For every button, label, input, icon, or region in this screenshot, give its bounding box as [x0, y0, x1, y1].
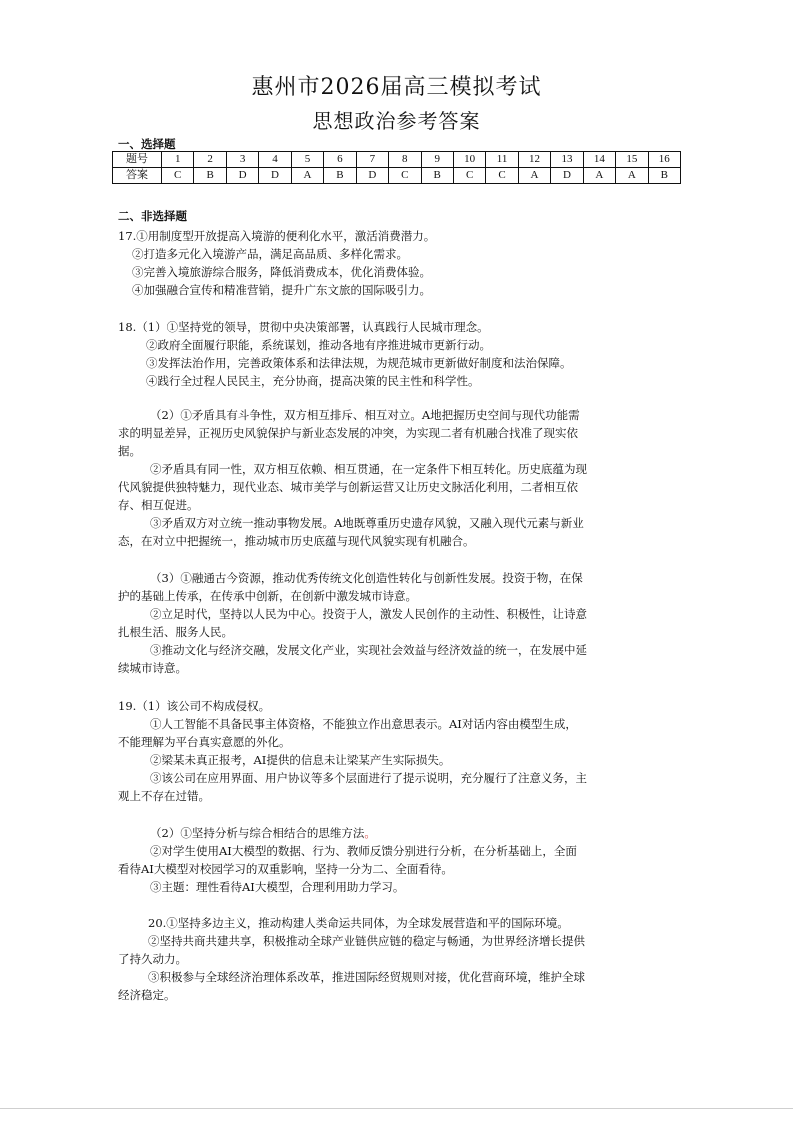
section-heading-nonchoice: 二、非选择题	[118, 209, 187, 223]
question-number: 8	[389, 152, 421, 168]
question-number: 1	[162, 152, 194, 168]
question-number: 16	[648, 152, 680, 168]
question-number: 6	[324, 152, 356, 168]
text-line: 代风貌提供独特魅力，现代业态、城市美学与创新运营又让历史文脉活化利用，二者相互依	[118, 480, 578, 494]
text-line: ③完善入境旅游综合服务，降低消费成本，优化消费体验。	[132, 265, 431, 279]
text-line: ④加强融合宣传和精准营销，提升广东文旅的国际吸引力。	[132, 283, 431, 297]
text-line: ③该公司在应用界面、用户协议等多个层面进行了提示说明，充分履行了注意义务，主	[150, 771, 587, 785]
table-row-numbers	[113, 152, 681, 168]
question-number: 4	[259, 152, 291, 168]
question-number: 13	[551, 152, 583, 168]
text-line: ①人工智能不具备民事主体资格，不能独立作出意思表示。AI对话内容由模型生成，	[150, 717, 577, 731]
question-number: 15	[616, 152, 648, 168]
question-number: 2	[194, 152, 226, 168]
question-number: 11	[486, 152, 518, 168]
answer-cell: D	[226, 168, 258, 184]
q19-2-heading: （2）①坚持分析与综合相结合的思维方法	[150, 826, 365, 840]
text-line: （2）①矛盾具有斗争性，双方相互排斥、相互对立。A地把握历史空间与现代功能需	[150, 408, 580, 422]
document-title: 惠州市2026届高三模拟考试	[251, 75, 542, 100]
answer-cell: D	[551, 168, 583, 184]
text-line: 据。	[118, 444, 141, 458]
text-line: ②打造多元化入境游产品，满足高品质、多样化需求。	[132, 247, 408, 261]
answer-cell: C	[453, 168, 485, 184]
text-line: ②矛盾具有同一性，双方相互依赖、相互贯通，在一定条件下相互转化。历史底蕴为现	[150, 462, 587, 476]
answer-cell: A	[518, 168, 550, 184]
text-line: ④践行全过程人民民主，充分协商，提高决策的民主性和科学性。	[146, 374, 480, 388]
text-line: 续城市诗意。	[118, 661, 187, 675]
page-bottom-divider	[0, 1108, 793, 1109]
answer-cell: A	[616, 168, 648, 184]
text-line: ③发挥法治作用，完善政策体系和法律法规，为规范城市更新做好制度和法治保障。	[146, 356, 572, 370]
question-number: 3	[226, 152, 258, 168]
question-number: 10	[453, 152, 485, 168]
text-line: 不能理解为平台真实意愿的外化。	[118, 735, 291, 749]
text-line: 看待AI大模型对校园学习的双重影响，坚持一分为二、全面看待。	[118, 862, 453, 876]
text-line: ②梁某未真正报考，AI提供的信息未让梁某产生实际损失。	[150, 753, 451, 767]
answer-cell: D	[356, 168, 388, 184]
text-line: 了持久动力。	[118, 952, 187, 966]
text-line: ③积极参与全球经济治理体系改革，推进国际经贸规则对接，优化营商环境，维护全球	[148, 970, 585, 984]
text-line: ②政府全面履行职能，系统谋划，推动各地有序推进城市更新行动。	[146, 338, 491, 352]
q19-part1-answer	[118, 697, 587, 805]
question-number: 5	[291, 152, 323, 168]
q19-part2-answer	[118, 824, 577, 896]
text-line: 护的基础上传承，在传承中创新，在创新中激发城市诗意。	[118, 589, 417, 603]
text-line: 观上不存在过错。	[118, 789, 210, 803]
table-row-answers	[113, 168, 681, 184]
text-line: 扎根生活、服务人民。	[118, 625, 233, 639]
answer-cell: C	[389, 168, 421, 184]
text-line: ②立足时代，坚持以人民为中心。投资于人，激发人民创作的主动性、积极性，让诗意	[150, 607, 587, 621]
text-line: 存、相互促进。	[118, 498, 199, 512]
text-line: ③矛盾双方对立统一推动事物发展。A地既尊重历史遗存风貌，又融入现代元素与新业	[150, 516, 584, 530]
answer-cell: B	[648, 168, 680, 184]
answer-cell: A	[291, 168, 323, 184]
text-line: ③推动文化与经济交融，发展文化产业，实现社会效益与经济效益的统一，在发展中延	[150, 643, 587, 657]
text-line: ③主题：理性看待AI大模型，合理利用助力学习。	[150, 880, 405, 894]
answer-table	[112, 151, 681, 184]
answer-cell: C	[486, 168, 518, 184]
red-period-mark: 。	[364, 826, 376, 840]
text-line: 18.（1）①坚持党的领导，贯彻中央决策部署，认真践行人民城市理念。	[118, 320, 489, 334]
text-line: 经济稳定。	[118, 988, 176, 1002]
answer-cell: B	[194, 168, 226, 184]
q17-answer	[118, 227, 435, 299]
answer-cell: C	[162, 168, 194, 184]
row-label: 答案	[113, 168, 162, 184]
text-line: 20.①坚持多边主义，推动构建人类命运共同体，为全球发展营造和平的国际环境。	[148, 916, 569, 930]
answer-cell: A	[583, 168, 615, 184]
document-subtitle: 思想政治参考答案	[312, 109, 481, 133]
row-label: 题号	[113, 152, 162, 168]
question-number: 7	[356, 152, 388, 168]
question-number: 14	[583, 152, 615, 168]
section-heading-choice: 一、选择题	[118, 137, 176, 151]
q20-answer	[118, 914, 585, 1004]
text-line: 求的明显差异，正视历史风貌保护与新业态发展的冲突，为实现二者有机融合找准了现实依	[118, 426, 578, 440]
answer-cell: B	[324, 168, 356, 184]
q18-part3-answer	[118, 569, 587, 677]
text-line	[118, 824, 577, 842]
answer-cell: D	[259, 168, 291, 184]
q18-part1-answer	[118, 318, 572, 390]
text-line: 17.①用制度型开放提高入境游的便利化水平，激活消费潜力。	[118, 229, 436, 243]
text-line: ②坚持共商共建共享，积极推动全球产业链供应链的稳定与畅通，为世界经济增长提供	[148, 934, 585, 948]
question-number: 9	[421, 152, 453, 168]
text-line: 19.（1）该公司不构成侵权。	[118, 699, 271, 713]
answer-cell: B	[421, 168, 453, 184]
text-line: 态，在对立中把握统一，推动城市历史底蕴与现代风貌实现有机融合。	[118, 534, 475, 548]
q18-part2-answer	[118, 406, 587, 550]
text-line: （3）①融通古今资源，推动优秀传统文化创造性转化与创新性发展。投资于物，在保	[150, 571, 583, 585]
text-line: ②对学生使用AI大模型的数据、行为、教师反馈分别进行分析，在分析基础上，全面	[150, 844, 577, 858]
question-number: 12	[518, 152, 550, 168]
